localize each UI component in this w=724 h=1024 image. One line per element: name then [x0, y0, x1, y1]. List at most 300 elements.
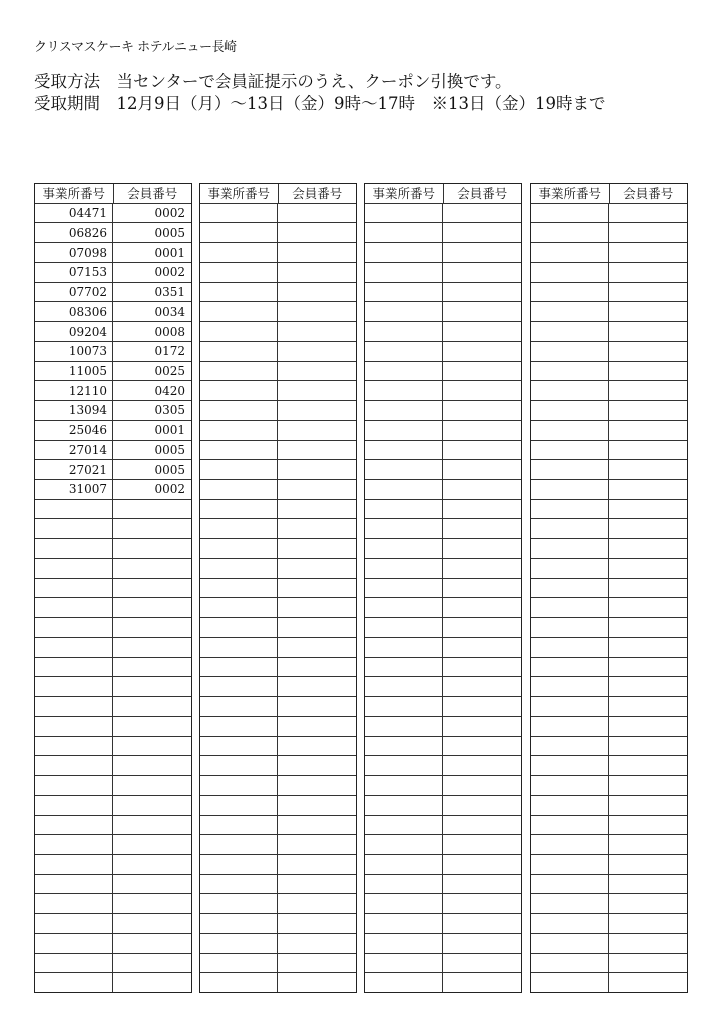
office-number-cell [200, 204, 278, 223]
table-row [200, 796, 356, 816]
table-row [531, 243, 687, 263]
table-row [365, 283, 521, 303]
member-number-cell [443, 796, 521, 815]
table-row [35, 381, 191, 401]
table-row [365, 381, 521, 401]
member-number-cell [443, 223, 521, 242]
table-row [200, 460, 356, 480]
table-row [531, 934, 687, 954]
member-number-cell [278, 816, 356, 835]
member-number-cell [609, 559, 687, 578]
member-number-cell [443, 283, 521, 302]
table-row [365, 362, 521, 382]
office-number-cell [365, 973, 443, 992]
member-number-cell [113, 875, 191, 894]
table-row [365, 973, 521, 992]
member-number-cell [278, 480, 356, 499]
office-number-cell [365, 598, 443, 617]
member-number-cell [443, 677, 521, 696]
member-number-cell [609, 204, 687, 223]
member-number-cell [278, 776, 356, 795]
member-number-header: 会員番号 [457, 186, 508, 202]
office-number-cell [365, 697, 443, 716]
table-row [531, 894, 687, 914]
office-number-cell: 27021 [35, 460, 113, 479]
member-number-cell [443, 598, 521, 617]
member-number-cell [443, 954, 521, 973]
office-number-cell [35, 894, 113, 913]
table-row [365, 717, 521, 737]
member-number-cell [609, 441, 687, 460]
office-number-cell [531, 263, 609, 282]
member-number-cell [278, 342, 356, 361]
table-row [531, 697, 687, 717]
member-number-cell: 0008 [154, 324, 185, 339]
table-row [200, 855, 356, 875]
table-row [35, 302, 191, 322]
office-number-cell [531, 756, 609, 775]
table-row [365, 638, 521, 658]
member-number-cell [443, 697, 521, 716]
table-row [531, 875, 687, 895]
office-number-cell [531, 381, 609, 400]
member-number-cell [278, 756, 356, 775]
table-row [531, 519, 687, 539]
table-row [35, 894, 191, 914]
member-number-cell [443, 855, 521, 874]
table-row [35, 223, 191, 243]
office-number-cell [365, 322, 443, 341]
member-number-cell [609, 697, 687, 716]
table-row [365, 894, 521, 914]
member-number-cell [113, 855, 191, 874]
table-row [35, 618, 191, 638]
member-number-cell [443, 243, 521, 262]
office-number-cell: 27014 [35, 441, 113, 460]
table-row [35, 658, 191, 678]
member-number-cell [609, 460, 687, 479]
member-number-cell [443, 342, 521, 361]
member-number-cell [443, 401, 521, 420]
office-number-cell [365, 539, 443, 558]
member-number-cell [609, 894, 687, 913]
member-number-cell [609, 973, 687, 992]
table-row [531, 756, 687, 776]
member-number-cell [443, 362, 521, 381]
member-number-cell: 0351 [154, 285, 185, 300]
office-number-cell: 12110 [35, 381, 113, 400]
member-number-cell [278, 539, 356, 558]
office-number-cell [200, 914, 278, 933]
table-row [35, 914, 191, 934]
member-number-cell [278, 401, 356, 420]
office-number-cell [365, 263, 443, 282]
table-row [35, 776, 191, 796]
member-number-header: 会員番号 [127, 186, 178, 202]
table-row [531, 204, 687, 224]
office-number-cell [200, 973, 278, 992]
table-row [531, 717, 687, 737]
table-row [365, 421, 521, 441]
member-number-cell [443, 638, 521, 657]
office-number-cell [365, 342, 443, 361]
office-number-cell [200, 559, 278, 578]
member-number-cell: 0034 [154, 304, 185, 319]
member-number-cell [609, 658, 687, 677]
table-row [35, 835, 191, 855]
office-number-cell [200, 618, 278, 637]
member-number-cell [113, 835, 191, 854]
office-number-cell [365, 894, 443, 913]
office-number-cell: 07153 [35, 263, 113, 282]
table-row [365, 598, 521, 618]
office-number-cell [365, 658, 443, 677]
table-row [365, 480, 521, 500]
member-number-cell [609, 223, 687, 242]
office-number-cell [365, 204, 443, 223]
table-row [35, 441, 191, 461]
office-number-cell [365, 934, 443, 953]
table-row [200, 421, 356, 441]
table-row [35, 342, 191, 362]
member-number-cell [113, 934, 191, 953]
table-row [200, 756, 356, 776]
table-row [200, 618, 356, 638]
office-number-cell [35, 914, 113, 933]
member-table [34, 183, 192, 993]
member-number-cell [278, 658, 356, 677]
member-number-cell [278, 677, 356, 696]
office-number-cell [531, 835, 609, 854]
table-row [200, 204, 356, 224]
table-row [35, 500, 191, 520]
office-number-cell [365, 302, 443, 321]
member-number-cell [609, 835, 687, 854]
member-number-cell [278, 441, 356, 460]
member-number-cell [278, 421, 356, 440]
office-number-cell [531, 302, 609, 321]
member-number-cell [443, 658, 521, 677]
member-number-cell [443, 835, 521, 854]
member-number-cell: 0305 [154, 403, 185, 418]
pickup-period: 受取期間 12月9日（月）～13日（金）9時～17時 ※13日（金）19時まで [34, 94, 606, 113]
table-row [200, 519, 356, 539]
table-row [200, 263, 356, 283]
office-number-cell [200, 263, 278, 282]
table-row [365, 855, 521, 875]
office-number-cell: 11005 [35, 362, 113, 381]
member-number-cell [609, 263, 687, 282]
office-number-cell [531, 460, 609, 479]
office-number-header: 事業所番号 [35, 184, 114, 203]
office-number-cell [365, 835, 443, 854]
office-number-cell [531, 500, 609, 519]
member-number-cell [278, 796, 356, 815]
office-number-cell [365, 954, 443, 973]
office-number-cell [531, 816, 609, 835]
member-number-cell: 0002 [154, 206, 185, 221]
office-number-cell [365, 381, 443, 400]
office-number-cell [200, 342, 278, 361]
member-number-cell [609, 381, 687, 400]
office-number-cell [365, 559, 443, 578]
office-number-cell [200, 243, 278, 262]
table-row [365, 816, 521, 836]
office-number-cell [35, 934, 113, 953]
table-row [200, 658, 356, 678]
member-number-cell [278, 835, 356, 854]
member-number-cell [278, 954, 356, 973]
member-number-cell [113, 559, 191, 578]
office-number-cell [200, 598, 278, 617]
member-number-cell [443, 381, 521, 400]
table-row [531, 223, 687, 243]
office-number-cell [35, 973, 113, 992]
member-number-cell [278, 322, 356, 341]
table-row [35, 934, 191, 954]
table-row [200, 875, 356, 895]
table-row [35, 283, 191, 303]
table-row [531, 776, 687, 796]
office-number-cell [35, 717, 113, 736]
table-row [35, 796, 191, 816]
member-number-cell: 0002 [154, 482, 185, 497]
table-row [365, 756, 521, 776]
office-number-cell [200, 421, 278, 440]
table-row [35, 697, 191, 717]
table-row [35, 480, 191, 500]
office-number-cell [200, 480, 278, 499]
member-number-cell [443, 322, 521, 341]
table-row [365, 322, 521, 342]
office-number-cell [365, 855, 443, 874]
office-number-cell [531, 638, 609, 657]
office-number-cell [531, 697, 609, 716]
office-number-cell: 04471 [35, 204, 113, 223]
member-number-cell [443, 519, 521, 538]
member-number-cell [113, 914, 191, 933]
table-row [35, 875, 191, 895]
member-number-cell [278, 559, 356, 578]
table-header-row [365, 184, 521, 204]
member-number-cell [443, 263, 521, 282]
office-number-cell [35, 855, 113, 874]
table-row [531, 598, 687, 618]
member-number-cell [609, 934, 687, 953]
office-number-cell [35, 875, 113, 894]
office-number-cell [35, 776, 113, 795]
office-number-cell [531, 598, 609, 617]
member-number-cell [609, 776, 687, 795]
office-number-cell [531, 480, 609, 499]
table-row [365, 500, 521, 520]
office-number-header: 事業所番号 [200, 184, 279, 203]
member-number-cell [609, 519, 687, 538]
office-number-cell: 31007 [35, 480, 113, 499]
office-number-cell [200, 519, 278, 538]
table-row [200, 954, 356, 974]
member-number-cell [113, 579, 191, 598]
member-number-cell [609, 875, 687, 894]
member-number-cell [113, 618, 191, 637]
office-number-cell [200, 697, 278, 716]
member-number-cell: 0005 [154, 462, 185, 477]
office-number-cell [531, 421, 609, 440]
member-number-cell [443, 618, 521, 637]
table-row [200, 302, 356, 322]
office-number-cell [200, 717, 278, 736]
office-number-cell [365, 500, 443, 519]
table-row [35, 579, 191, 599]
member-number-cell [113, 638, 191, 657]
office-number-cell [531, 875, 609, 894]
office-number-cell [200, 894, 278, 913]
member-number-cell [443, 302, 521, 321]
office-number-cell [365, 283, 443, 302]
member-number-cell [278, 973, 356, 992]
table-row [531, 441, 687, 461]
table-row [365, 796, 521, 816]
table-row [200, 480, 356, 500]
table-row [365, 539, 521, 559]
table-row [35, 598, 191, 618]
member-table [364, 183, 522, 993]
office-number-cell [365, 638, 443, 657]
table-header-row [35, 184, 191, 204]
office-number-cell [35, 598, 113, 617]
table-row [200, 934, 356, 954]
office-number-cell [35, 796, 113, 815]
member-number-cell [278, 519, 356, 538]
table-row [365, 401, 521, 421]
member-number-cell [609, 243, 687, 262]
office-number-cell [365, 579, 443, 598]
member-number-cell [443, 756, 521, 775]
table-row [531, 263, 687, 283]
table-row [35, 638, 191, 658]
member-number-cell [609, 855, 687, 874]
table-row [365, 677, 521, 697]
member-number-cell [278, 302, 356, 321]
office-number-cell [200, 441, 278, 460]
office-number-cell: 25046 [35, 421, 113, 440]
member-number-cell [443, 500, 521, 519]
member-number-cell: 0001 [154, 423, 185, 438]
office-number-cell [35, 677, 113, 696]
office-number-cell [365, 480, 443, 499]
member-number-cell [278, 579, 356, 598]
table-row [365, 579, 521, 599]
member-number-cell [278, 362, 356, 381]
office-number-cell [200, 302, 278, 321]
table-row [365, 441, 521, 461]
member-number-cell [609, 717, 687, 736]
office-number-cell [200, 638, 278, 657]
table-row [200, 401, 356, 421]
member-number-cell [113, 500, 191, 519]
member-number-cell [443, 894, 521, 913]
office-number-cell [531, 776, 609, 795]
office-number-cell [365, 717, 443, 736]
table-row [531, 914, 687, 934]
table-row [531, 638, 687, 658]
member-number-cell [609, 598, 687, 617]
table-row [35, 519, 191, 539]
table-row [365, 835, 521, 855]
office-number-cell [365, 737, 443, 756]
office-number-cell [365, 796, 443, 815]
member-number-cell [113, 519, 191, 538]
office-number-cell [531, 204, 609, 223]
table-row [365, 342, 521, 362]
member-number-cell [609, 816, 687, 835]
member-number-cell [278, 204, 356, 223]
table-row [365, 559, 521, 579]
member-number-cell [278, 914, 356, 933]
table-row [365, 934, 521, 954]
office-number-cell [35, 697, 113, 716]
office-number-cell [365, 875, 443, 894]
member-number-cell [609, 421, 687, 440]
office-number-cell [365, 816, 443, 835]
office-number-cell [531, 342, 609, 361]
member-number-cell [443, 717, 521, 736]
office-number-cell: 10073 [35, 342, 113, 361]
table-row [200, 894, 356, 914]
table-row [200, 559, 356, 579]
table-row [35, 421, 191, 441]
member-number-cell [443, 204, 521, 223]
table-row [200, 579, 356, 599]
member-number-cell [278, 223, 356, 242]
member-number-cell [443, 737, 521, 756]
table-row [531, 362, 687, 382]
member-number-cell [609, 500, 687, 519]
table-row [365, 302, 521, 322]
office-number-cell [365, 677, 443, 696]
member-number-cell: 0001 [154, 245, 185, 260]
member-number-cell: 0005 [154, 225, 185, 240]
table-row [200, 776, 356, 796]
office-number-cell [365, 362, 443, 381]
member-number-cell: 0420 [154, 383, 185, 398]
table-row [200, 441, 356, 461]
member-number-cell [609, 322, 687, 341]
table-row [365, 263, 521, 283]
table-row [531, 835, 687, 855]
office-number-cell [365, 776, 443, 795]
office-number-cell [531, 737, 609, 756]
table-row [531, 342, 687, 362]
table-row [200, 243, 356, 263]
table-row [35, 737, 191, 757]
table-row [200, 737, 356, 757]
table-row [365, 697, 521, 717]
office-number-cell [200, 835, 278, 854]
table-row [35, 204, 191, 224]
member-number-cell [278, 460, 356, 479]
office-number-cell [531, 914, 609, 933]
table-row [365, 519, 521, 539]
office-number-cell [531, 894, 609, 913]
office-number-cell [531, 658, 609, 677]
member-number-cell [113, 539, 191, 558]
office-number-cell [531, 973, 609, 992]
office-number-cell [200, 539, 278, 558]
member-number-cell [443, 934, 521, 953]
office-number-cell [365, 618, 443, 637]
member-number-cell [113, 776, 191, 795]
